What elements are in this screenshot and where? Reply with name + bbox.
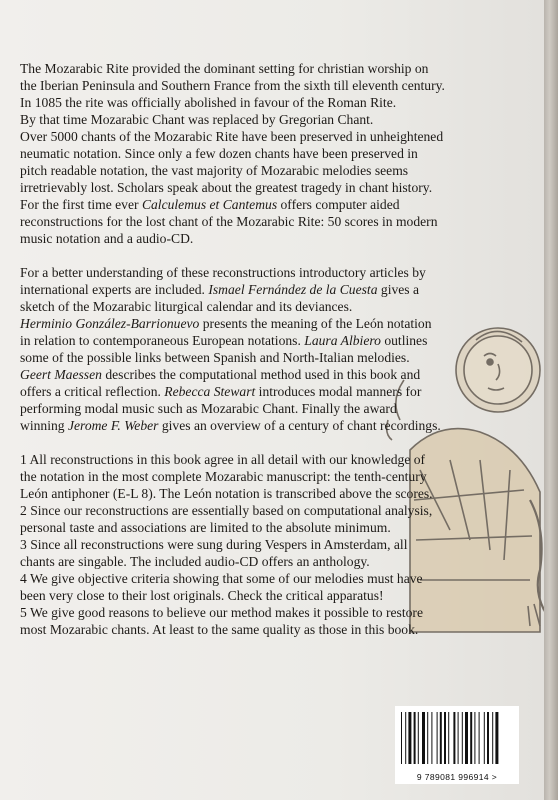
barcode-bar — [462, 712, 463, 764]
barcode-bar — [427, 712, 428, 764]
barcode-bar — [453, 712, 455, 764]
barcode-bar — [414, 712, 416, 764]
barcode-bar — [470, 712, 472, 764]
barcode-bar — [487, 712, 489, 764]
text-segment: introduces modal manners for performing modal music such as Mozarabic Chant. Finally the award winning — [20, 384, 422, 433]
barcode-bar — [492, 712, 493, 764]
barcode-bar — [484, 712, 485, 764]
italic-name-segment: Calculemus et Cantemus — [141, 197, 278, 212]
text-segment: describes the computational method used in this book and offers a critical reflection. — [20, 367, 421, 399]
paragraph-introduction — [20, 60, 538, 247]
italic-name-segment: Jerome F. Weber — [67, 418, 159, 433]
barcode-bar — [448, 712, 449, 764]
paragraph-numbered-claims — [20, 451, 538, 638]
barcode-bars — [399, 712, 515, 768]
barcode-bar — [474, 712, 475, 764]
barcode-bar — [458, 712, 459, 764]
italic-name-segment: Geert Maessen — [20, 367, 102, 382]
barcode-bar — [440, 712, 442, 764]
barcode-bar — [401, 712, 402, 764]
text-segment: outlines some of the possible links between Spanish and North-Italian melodies. — [20, 333, 428, 365]
text-segment: The Mozarabic Rite provided the dominant setting for christian worship on the Iberian Peninsula and Southern France from the sixth till eleventh century. In 1085 the rite was officially abolished in favour of the Roman Rite. By that time Mozarabic Chant was replaced by Gregorian Chant. Over 5000 chants of the Mozarabic Rite have been preserved in unheightened neumatic notation. Since only a few dozen chants have been preserved in pitch readable notation, the vast majority of Mozarabic melodies seems irretrievably lost. Scholars speak about the greatest tragedy in chant history. For the first time ever — [20, 61, 445, 212]
italic-name-segment: Rebecca Stewart — [164, 384, 256, 399]
barcode-bar — [408, 712, 411, 764]
text-segment: offers computer aided reconstructions for the lost chant of the Mozarabic Rite: 50 scores in modern music notation and a audio-CD. — [20, 197, 438, 246]
isbn-number: 9 789081 996914 > — [416, 772, 498, 782]
italic-name-segment: Laura Albiero — [304, 333, 381, 348]
barcode-bar — [495, 712, 498, 764]
barcode-bar — [422, 712, 425, 764]
italic-name-segment: Ismael Fernández de la Cuesta — [208, 282, 378, 297]
barcode-bar — [418, 712, 419, 764]
barcode-bar — [479, 712, 480, 764]
barcode-bar — [437, 712, 438, 764]
barcode-bar — [431, 712, 432, 764]
paragraph-contributors — [20, 264, 538, 434]
text-segment: For a better understanding of these reconstructions introductory articles by international experts are included. — [20, 265, 426, 297]
barcode-bar — [405, 712, 406, 764]
barcode-bar — [465, 712, 468, 764]
barcode-bar — [444, 712, 446, 764]
text-segment: presents the meaning of the León notation in relation to contemporaneous European notations. — [20, 316, 432, 348]
book-spine-edge — [544, 0, 558, 800]
text-segment: 1 All reconstructions in this book agree in all detail with our knowledge of the notation in the most complete Mozarabic manuscript: the tenth-century León antiphoner (E-L 8). The León notation is transcribed above the scores. 2 Since our reconstructions are essentially based on computational analysis, personal taste and associations are limited to the absolute minimum. 3 Since all reconstructions were sung during Vespers in Amsterdam, all chants are singable. The included audio-CD offers an anthology. 4 We give objective criteria showing that some of our melodies must have been very close to their lost originals. Check the critical apparatus! 5 We give good reasons to believe our method makes it possible to restore most Mozarabic chants. At least to the same quality as those in this book. — [20, 452, 433, 637]
isbn-barcode — [395, 706, 519, 784]
text-segment: gives an overview of a century of chant recordings. — [158, 418, 441, 433]
italic-name-segment: Herminio González-Barrionuevo — [20, 316, 200, 331]
text-segment: gives a sketch of the Mozarabic liturgical calendar and its deviances. — [20, 282, 420, 314]
back-cover-text — [20, 60, 538, 655]
